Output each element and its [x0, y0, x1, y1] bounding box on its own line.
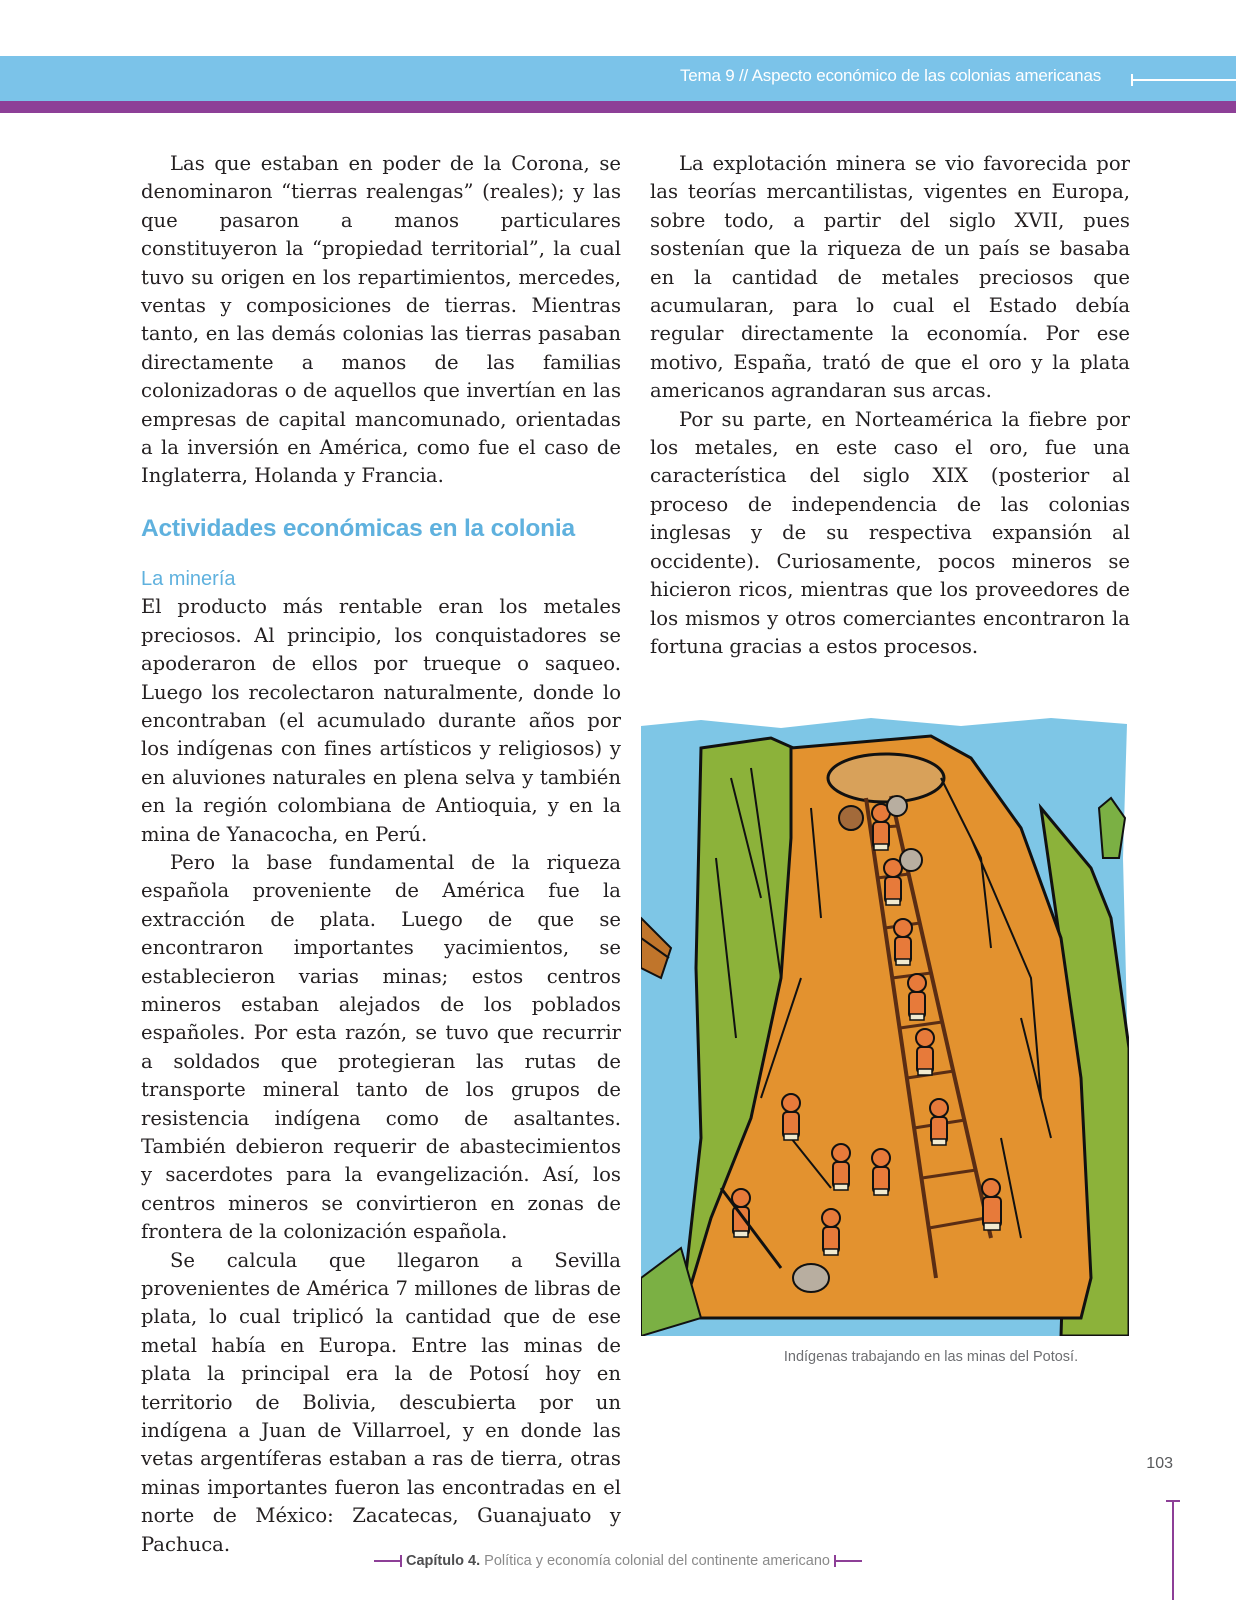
- side-rule: [1172, 1500, 1174, 1600]
- body-paragraph: Se calcula que llegaron a Sevilla provenientes de América 7 millones de libras de plata, lo cual triplicó la cantidad que de ese metal había en Europa. Entre las minas de plata la principal era la de Potosí hoy en territorio de Bolivia, descubierta por un indígena a Juan de Villarroel, y en donde las vetas argentíferas estaban a ras de tierra, otras minas importantes fueron las encontradas en el norte de México: Zacatecas, Guanajuato y Pachuca.: [141, 1248, 621, 1556]
- footer: [0, 1553, 1236, 1569]
- body-paragraph: La explotación minera se vio favorecida por las teorías mercantilistas, vigentes en Europa, sobre todo, a partir del siglo XVII, pues sostenían que la riqueza de un país se basaba en la cantidad de metales preciosos que acumularan, para lo cual el Estado debía regular directamente la economía. Por ese motivo, España, trató de que el oro y la plata americanos agrandaran sus arcas.: [650, 152, 1130, 403]
- body-paragraph: Las que estaban en poder de la Corona, se denominaron “tierras realengas” (reales); y las que pasaron a manos particulares constituyeron la “propiedad territorial”, la cual tuvo su origen en los repartimientos, mercedes, ventas y composiciones de tierras. Mientras tanto, en las demás colonias las tierras pasaban directamente a manos de las familias colonizadoras o de aquellos que invertían en las empresas de capital mancomunado, orientadas a la inversión en América, como fue el caso de Inglaterra, Holanda y Francia.: [141, 152, 621, 488]
- header-purple-stripe: [0, 101, 1236, 113]
- left-column: [141, 150, 621, 1559]
- section-heading: Actividades económicas en la colonia: [141, 514, 575, 542]
- body-paragraph: El producto más rentable eran los metales preciosos. Al principio, los conquistadores se apoderaron de ellos por trueque o saqueo. Luego los recolectaron naturalmente, donde lo encontraban (el acumulado durante años por los indígenas con fines artísticos y religiosos) y en aluviones naturales en plena selva y también en la región colombiana de Antioquia, y en la mina de Yanacocha, en Perú.: [141, 595, 621, 846]
- body-paragraph: Por su parte, en Norteamérica la fiebre por los metales, en este caso el oro, fue una característica del siglo XIX (posterior al proceso de independencia de las colonias inglesas y de su respectiva expansión al occidente). Curiosamente, pocos mineros se hicieron ricos, mientras que los proveedores de los mismos y otros comerciantes encontraron la fortuna gracias a estos procesos.: [650, 407, 1130, 658]
- potosi-mine-illustration: [641, 718, 1129, 1336]
- header-rule: [1131, 79, 1236, 81]
- body-paragraph: Pero la base fundamental de la riqueza española proveniente de América fue la extracción de plata. Luego de que se encontraron importantes yacimientos, se establecieron varias minas; estos centros mineros estaban alejados de los poblados españoles. Por esta razón, se tuvo que recurrir a soldados que protegieran las rutas de transporte mineral tanto de los grupos de resistencia indígena como de asaltantes. También debieron requerir de abastecimientos y sacerdotes para la evangelización. Así, los centros mineros se convirtieron en zonas de frontera de la colonización española.: [141, 850, 621, 1244]
- figure-caption: Indígenas trabajando en las minas del Potosí.: [783, 1349, 1079, 1365]
- header-title: Tema 9 // Aspecto económico de las colonias americanas: [679, 66, 1101, 85]
- footer-chapter-title: Política y economía colonial del continente americano: [484, 1553, 830, 1569]
- right-column: [650, 150, 1130, 661]
- footer-chapter-label: Capítulo 4.: [406, 1553, 481, 1569]
- subsection-heading: La minería: [141, 568, 236, 591]
- footer-rule-left: [374, 1560, 402, 1562]
- page-number: 103: [1146, 1455, 1173, 1472]
- footer-rule-right: [834, 1560, 862, 1562]
